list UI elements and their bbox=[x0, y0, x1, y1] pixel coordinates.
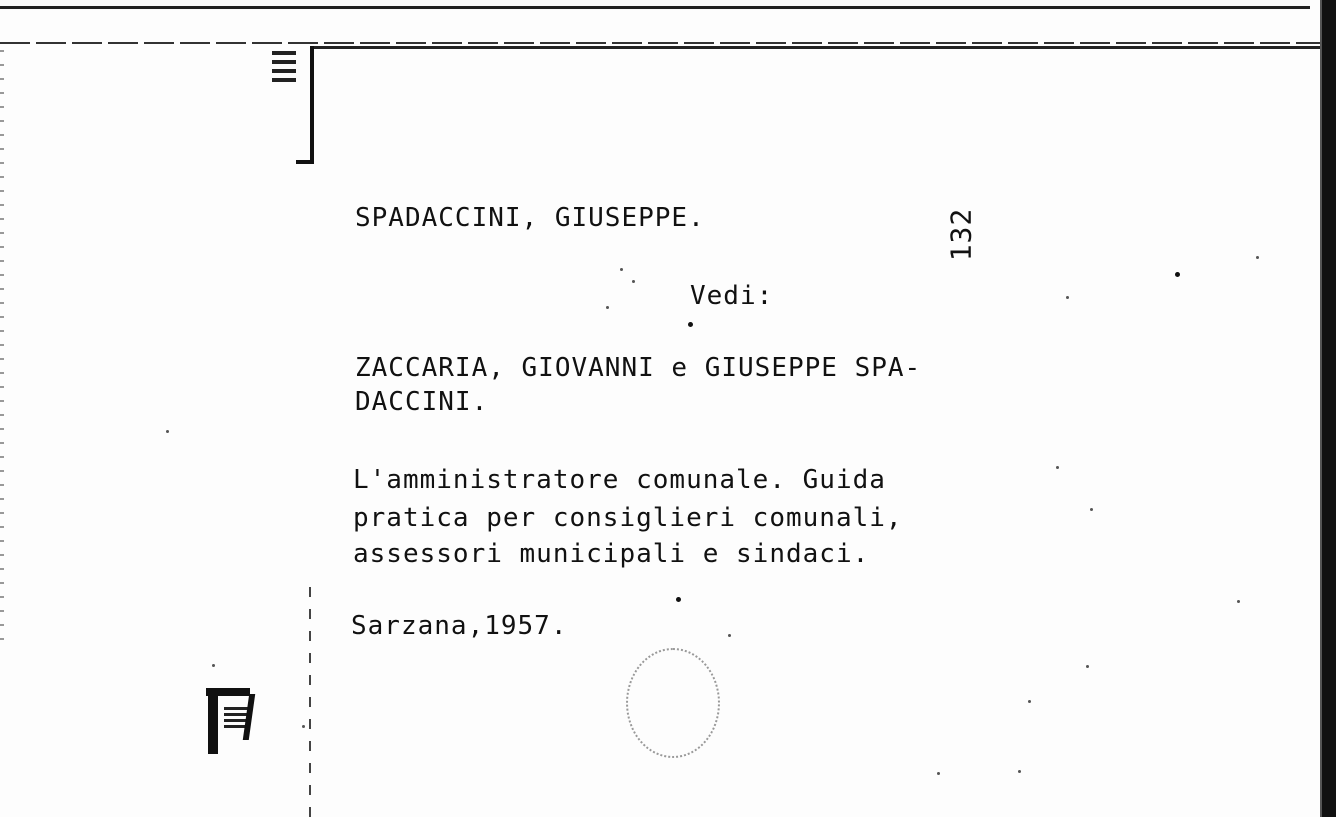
speck bbox=[1056, 466, 1059, 469]
see-reference-label: Vedi: bbox=[690, 281, 774, 311]
speck bbox=[728, 634, 731, 637]
card-left-bracket-foot bbox=[296, 160, 314, 164]
card-margin-line bbox=[309, 580, 311, 817]
scan-mark bbox=[272, 46, 296, 82]
imprint: Sarzana,1957. bbox=[351, 611, 568, 641]
title-line: assessori municipali e sindaci. bbox=[353, 539, 870, 569]
speck bbox=[620, 268, 623, 271]
card-left-bracket bbox=[310, 46, 314, 164]
speck bbox=[302, 725, 305, 728]
heading-name: SPADACCINI, GIUSEPPE. bbox=[355, 203, 705, 233]
speck bbox=[1175, 272, 1180, 277]
scan-border-top bbox=[0, 6, 1310, 9]
speck bbox=[166, 430, 169, 433]
scan-border-right-inner bbox=[1320, 0, 1322, 817]
speck bbox=[606, 306, 609, 309]
speck bbox=[688, 322, 693, 327]
author-line: ZACCARIA, GIOVANNI e GIUSEPPE SPA- bbox=[355, 353, 922, 383]
author-line: DACCINI. bbox=[355, 387, 489, 417]
speck bbox=[212, 664, 215, 667]
speck bbox=[1090, 508, 1093, 511]
speck bbox=[1028, 700, 1031, 703]
speck bbox=[1018, 770, 1021, 773]
speck bbox=[632, 280, 635, 283]
card-number: 132 bbox=[944, 207, 978, 262]
scan-border-right bbox=[1322, 0, 1336, 817]
title-line: L'amministratore comunale. Guida bbox=[353, 465, 886, 495]
title-line: pratica per consiglieri comunali, bbox=[353, 503, 903, 533]
speck bbox=[676, 597, 681, 602]
library-stamp-icon bbox=[206, 688, 254, 754]
speck bbox=[1256, 256, 1259, 259]
speck bbox=[1066, 296, 1069, 299]
scan-border-rule bbox=[0, 42, 1320, 44]
speck bbox=[937, 772, 940, 775]
speck bbox=[1086, 665, 1089, 668]
scan-left-specks bbox=[0, 40, 4, 640]
scan-smudge bbox=[626, 648, 720, 758]
speck bbox=[1237, 600, 1240, 603]
card-top-edge bbox=[310, 46, 1320, 49]
